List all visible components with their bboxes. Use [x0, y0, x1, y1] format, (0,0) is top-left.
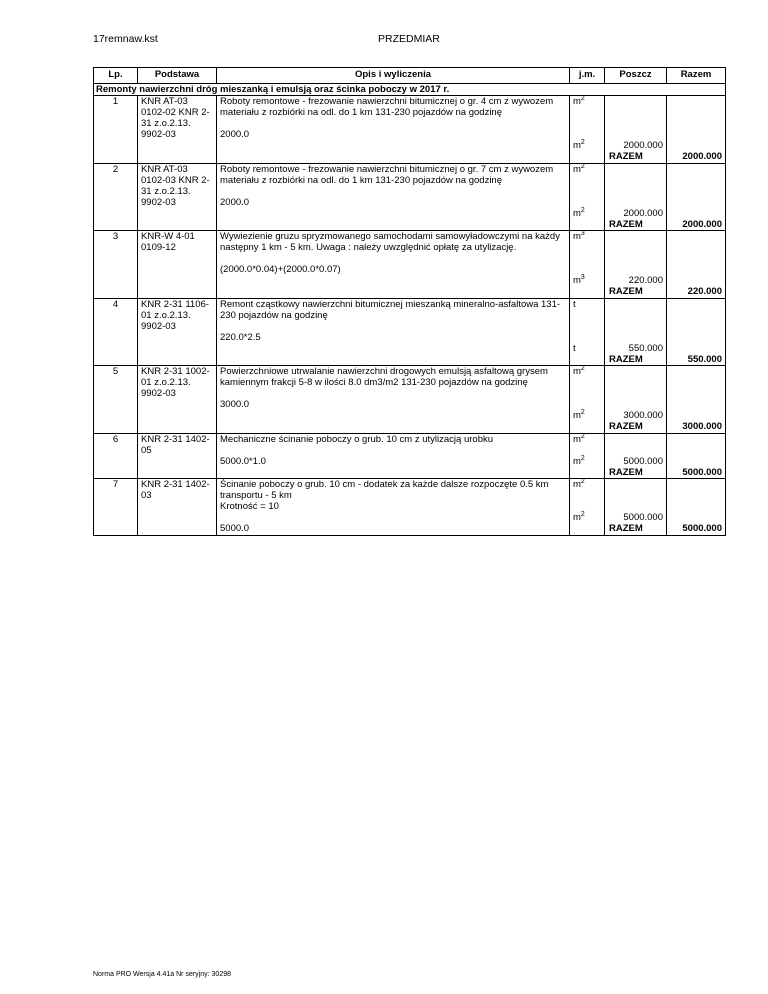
- software-footer: Norma PRO Wersja 4.41a Nr seryjny: 30298: [93, 971, 231, 978]
- section-title: Remonty nawierzchni dróg mieszanką i emulsją oraz ścinka poboczy w 2017 r.: [94, 84, 726, 96]
- col-total-header: Razem: [667, 68, 726, 84]
- item-description-cell: [217, 433, 570, 478]
- table-row: [94, 433, 726, 478]
- calc-unit-superscript: 3: [580, 273, 585, 281]
- item-quantity-cell: [605, 96, 667, 163]
- item-total: 5000.000: [667, 433, 726, 478]
- unit-superscript: 2: [580, 432, 585, 440]
- calc-unit: m: [573, 207, 581, 219]
- item-quantity: 2000.000: [623, 207, 663, 219]
- item-quantity-cell: [605, 163, 667, 230]
- item-total: 550.000: [667, 298, 726, 365]
- table-row: [94, 231, 726, 298]
- section-title-row: [94, 84, 726, 96]
- calc-unit-superscript: 2: [580, 454, 585, 462]
- item-unit-cell: [570, 479, 605, 535]
- item-description: Roboty remontowe - frezowanie nawierzchni bitumicznej o gr. 7 cm z wywozem materiału z rozbiórki na odl. do 1 km 131-230 pojazdów na godzinę: [220, 163, 554, 186]
- calc-unit: m: [573, 410, 581, 421]
- item-unit: m: [573, 479, 581, 490]
- calc-unit-superscript: 2: [580, 138, 585, 146]
- item-lp: 2: [94, 163, 138, 230]
- item-quantity: 5000.000: [623, 512, 663, 523]
- col-basis-header: Podstawa: [138, 68, 217, 84]
- item-unit: m: [573, 433, 581, 445]
- item-description: Powierzchniowe utrwalanie nawierzchni drogowych emulsją asfaltową grysem kamiennym frakcji 5-8 w ilości 8.0 dm3/m2 131-230 pojazdów na godzinę: [220, 366, 548, 388]
- item-quantity-cell: [605, 231, 667, 298]
- document-title: PRZEDMIAR: [378, 33, 440, 45]
- item-calculation: 3000.0: [220, 399, 250, 410]
- item-total: 2000.000: [667, 163, 726, 230]
- item-unit: m: [573, 163, 581, 175]
- item-unit-cell: [570, 366, 605, 433]
- calc-unit: m: [573, 455, 581, 467]
- unit-superscript: 2: [580, 364, 585, 372]
- item-basis: KNR 2-31 1002-01 z.o.2.13. 9902-03: [138, 366, 217, 433]
- table-row: [94, 366, 726, 433]
- item-total: 5000.000: [667, 479, 726, 535]
- calc-unit-superscript: 2: [580, 206, 585, 214]
- razem-label: RAZEM: [609, 523, 643, 534]
- razem-label: RAZEM: [609, 466, 643, 478]
- table-row: [94, 479, 726, 535]
- item-unit: m: [573, 366, 581, 377]
- item-quantity-cell: [605, 479, 667, 535]
- item-calculation: 5000.0: [220, 523, 250, 534]
- calc-unit: t: [573, 342, 576, 354]
- unit-superscript: 2: [580, 477, 585, 485]
- razem-label: RAZEM: [609, 421, 643, 432]
- item-description-cell: [217, 163, 570, 230]
- item-quantity-cell: [605, 433, 667, 478]
- item-calculation: 2000.0: [220, 196, 250, 208]
- table-row: [94, 163, 726, 230]
- razem-label: RAZEM: [609, 218, 643, 230]
- item-quantity-cell: [605, 298, 667, 365]
- item-description-cell: [217, 231, 570, 298]
- item-description: Wywiezienie gruzu spryzmowanego samochodami samowyładowczymi na każdy następny 1 km - 5 km. Uwaga : należy uwzględnić opłatę za utylizację.: [220, 231, 560, 253]
- item-unit-cell: [570, 96, 605, 163]
- item-description-cell: [217, 298, 570, 365]
- item-description: Roboty remontowe - frezowanie nawierzchni bitumicznej o gr. 4 cm z wywozem materiału z rozbiórki na odl. do 1 km 131-230 pojazdów na godzinę: [220, 96, 554, 118]
- item-calculation: 2000.0: [220, 129, 250, 140]
- item-basis: KNR 2-31 1402-03: [138, 479, 217, 535]
- table-row: [94, 96, 726, 163]
- item-basis: KNR 2-31 1106-01 z.o.2.13. 9902-03: [138, 298, 217, 365]
- calc-unit: m: [573, 512, 581, 523]
- item-lp: 1: [94, 96, 138, 163]
- item-calculation: 220.0*2.5: [220, 331, 261, 343]
- calc-unit-superscript: 2: [580, 510, 585, 518]
- unit-superscript: 2: [580, 162, 585, 170]
- item-multiplier: Krotność = 10: [220, 501, 279, 512]
- col-unit-header: j.m.: [570, 68, 605, 84]
- item-calculation: 5000.0*1.0: [220, 455, 266, 467]
- item-total: 2000.000: [667, 96, 726, 163]
- item-unit: m: [573, 231, 581, 242]
- item-total: 220.000: [667, 231, 726, 298]
- item-basis: KNR 2-31 1402-05: [138, 433, 217, 478]
- razem-label: RAZEM: [609, 151, 643, 162]
- item-unit: m: [573, 96, 581, 107]
- item-total: 3000.000: [667, 366, 726, 433]
- calc-unit: m: [573, 140, 581, 151]
- row-separator: [94, 534, 726, 535]
- item-description-cell: [217, 366, 570, 433]
- item-quantity: 550.000: [628, 342, 663, 354]
- item-lp: 3: [94, 231, 138, 298]
- item-unit-cell: [570, 231, 605, 298]
- cost-estimate-table: [93, 67, 726, 536]
- col-description-header: Opis i wyliczenia: [217, 68, 570, 84]
- razem-label: RAZEM: [609, 286, 643, 297]
- calc-unit-superscript: 2: [580, 408, 585, 416]
- item-unit-cell: [570, 163, 605, 230]
- item-description: Remont cząstkowy nawierzchni bitumicznej mieszanką mineralno-asfaltowa 131-230 pojazdów na godzinę: [220, 298, 561, 321]
- item-quantity: 2000.000: [623, 140, 663, 151]
- col-lp-header: Lp.: [94, 68, 138, 84]
- table-row: [94, 298, 726, 365]
- document-filename: 17remnaw.kst: [93, 33, 158, 45]
- calc-unit: m: [573, 275, 581, 286]
- item-quantity: 5000.000: [623, 455, 663, 467]
- item-unit-cell: [570, 298, 605, 365]
- item-basis: KNR-W 4-01 0109-12: [138, 231, 217, 298]
- item-quantity: 220.000: [628, 275, 663, 286]
- item-basis: KNR AT-03 0102-02 KNR 2-31 z.o.2.13. 9902-03: [138, 96, 217, 163]
- item-lp: 4: [94, 298, 138, 365]
- unit-superscript: 2: [580, 94, 585, 102]
- item-unit-cell: [570, 433, 605, 478]
- item-quantity: 3000.000: [623, 410, 663, 421]
- item-basis: KNR AT-03 0102-03 KNR 2-31 z.o.2.13. 9902-03: [138, 163, 217, 230]
- item-lp: 7: [94, 479, 138, 535]
- item-lp: 6: [94, 433, 138, 478]
- unit-superscript: 3: [580, 229, 585, 237]
- item-lp: 5: [94, 366, 138, 433]
- item-description: Ścinanie poboczy o grub. 10 cm - dodatek za każde dalsze rozpoczęte 0.5 km transportu - 5 km: [220, 479, 549, 501]
- item-calculation: (2000.0*0.04)+(2000.0*0.07): [220, 264, 341, 275]
- item-quantity-cell: [605, 366, 667, 433]
- item-unit: t: [573, 298, 576, 310]
- item-description-cell: [217, 96, 570, 163]
- col-quantity-header: Poszcz: [605, 68, 667, 84]
- table-header-row: [94, 68, 726, 84]
- item-description-cell: [217, 479, 570, 535]
- razem-label: RAZEM: [609, 353, 643, 365]
- item-description: Mechaniczne ścinanie poboczy o grub. 10 cm z utylizacją urobku: [220, 433, 494, 445]
